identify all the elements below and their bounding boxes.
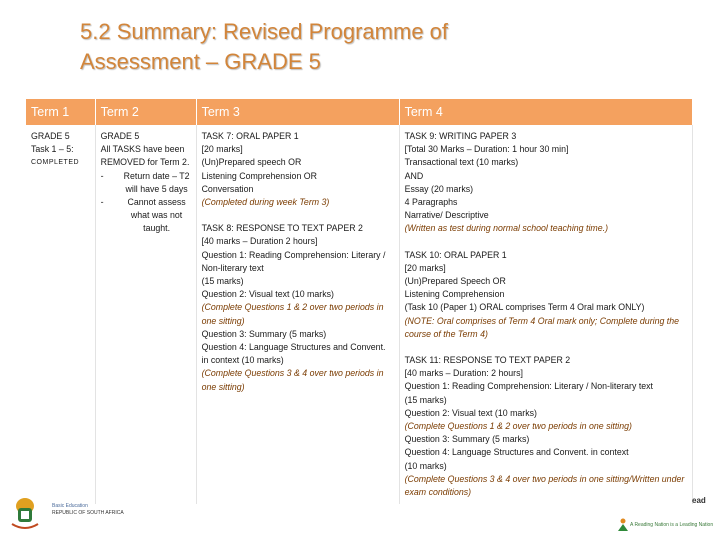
task9-title: TASK 9: WRITING PAPER 3 [404, 131, 517, 141]
task10-note: (NOTE: Oral comprises of Term 4 Oral mark only; Complete during the course of the Term 4) [404, 315, 680, 339]
task-10-block [405, 249, 687, 341]
task8-q3-text: : Summary (5 marks) [244, 328, 327, 339]
task8-q3-label: Question 3 [201, 328, 245, 339]
task11-marks: [40 marks – Duration: 2 hours] [404, 368, 523, 379]
assessment-table [26, 99, 693, 504]
task9-transactional: Transactional text (10 marks) [404, 157, 519, 168]
task11-title: TASK 11: RESPONSE TO TEXT PAPER 2 [404, 355, 571, 366]
term1-grade: GRADE 5 [31, 131, 70, 141]
term2-bullet-assess: - Cannot assess what was not taught. [101, 196, 191, 236]
task11-q3-text: : Summary (5 marks) [447, 434, 530, 445]
task8-note-1: (Complete Questions 1 & 2 over two periods in one sitting) [201, 302, 384, 326]
task-7-block [202, 130, 394, 209]
task7-marks: [20 marks] [201, 144, 243, 155]
table-header-row [26, 99, 693, 125]
campaign-slogan: A Reading Nation is a Leading Nation [630, 522, 714, 528]
task11-q2-text: : Visual text (10 marks) [447, 407, 537, 418]
header-term-1: Term 1 [26, 99, 95, 125]
term1-tasks: Task 1 – 5: [31, 144, 74, 155]
term2-removed: All TASKS have been REMOVED for Term 2. [100, 144, 190, 168]
task8-q2-label: Question 2 [201, 289, 245, 300]
table-row [26, 125, 693, 504]
task11-question-4 [405, 446, 687, 459]
task9-genre: Narrative/ Descriptive [404, 210, 489, 221]
task11-q2-label: Question 2 [404, 407, 448, 418]
term2-grade: GRADE 5 [100, 131, 140, 141]
department-logo [0, 486, 170, 540]
task11-note-1: (Complete Questions 1 & 2 over two periods in one sitting) [404, 421, 632, 432]
slide-title-line-2: Assessment – GRADE 5 [80, 49, 321, 74]
task8-q4-text: : Language Structures and Convent. in context (10 marks) [201, 342, 386, 366]
task11-note-2: (Complete Questions 3 & 4 over two periods in one sitting/Written under exam conditions) [404, 473, 685, 498]
task9-essay: Essay (20 marks) [404, 183, 474, 194]
task10-marks: [20 marks] [404, 262, 446, 273]
task11-q4-label: Question 4 [404, 447, 448, 458]
task8-title: TASK 8: RESPONSE TO TEXT PAPER 2 [201, 223, 363, 234]
task9-marks: [Total 30 Marks – Duration: 1 hour 30 min] [404, 144, 569, 155]
coat-of-arms-icon [8, 494, 42, 530]
task10-option-1: (Un)Prepared Speech OR [404, 276, 506, 287]
task7-title: TASK 7: ORAL PAPER 1 [201, 131, 299, 141]
task8-marks: [40 marks – Duration 2 hours] [201, 236, 318, 247]
task11-q1-label: Question 1 [404, 381, 448, 392]
task8-q1-text: : Reading Comprehension: Literary / Non-literary text [201, 249, 386, 273]
task8-question-2 [202, 288, 394, 301]
task9-note: (Written as test during normal school teaching time.) [404, 223, 608, 234]
reading-figure-icon [616, 518, 630, 532]
slide-title-line-1: 5.2 Summary: Revised Programme of [80, 19, 449, 44]
task7-option-3: Conversation [201, 183, 254, 194]
task11-q1-text: : Reading Comprehension: Literary / Non-literary text [447, 381, 653, 392]
term-1-cell [26, 125, 95, 504]
term2-bullets [101, 170, 191, 236]
task11-question-2 [405, 407, 687, 420]
task11-q4-marks: (10 marks) [404, 460, 447, 471]
campaign-text-fragment: ead [692, 496, 706, 505]
term-3-cell [196, 125, 399, 504]
header-term-4: Term 4 [399, 99, 692, 125]
task8-q1-marks: (15 marks) [201, 276, 244, 287]
task11-q3-label: Question 3 [404, 434, 448, 445]
task11-q4-text: : Language Structures and Convent. in context [447, 447, 629, 458]
task11-q1-marks: (15 marks) [404, 394, 447, 405]
term1-status: COMPLETED [31, 159, 80, 167]
task8-question-1 [202, 249, 394, 275]
department-country: REPUBLIC OF SOUTH AFRICA [52, 510, 124, 516]
task9-paragraphs: 4 Paragraphs [404, 197, 458, 208]
task7-option-2: Listening Comprehension OR [201, 170, 317, 181]
task8-q2-text: : Visual text (10 marks) [244, 289, 334, 300]
term-4-cell [399, 125, 692, 504]
task7-note: (Completed during week Term 3) [201, 197, 330, 208]
reading-campaign-logo [612, 496, 720, 540]
term2-bullet-return: - Return date – T2 will have 5 days [101, 170, 191, 196]
header-term-2: Term 2 [95, 99, 196, 125]
slide-title [80, 17, 680, 77]
task10-option-2: Listening Comprehension [404, 289, 505, 300]
task8-q4-label: Question 4 [201, 342, 245, 353]
task10-title: TASK 10: ORAL PAPER 1 [404, 249, 507, 260]
task8-question-3 [202, 328, 394, 341]
task-11-block [405, 354, 687, 499]
task10-comprises: (Task 10 (Paper 1) ORAL comprises Term 4 Oral mark ONLY) [404, 302, 645, 313]
task8-question-4 [202, 341, 394, 367]
task7-option-1: (Un)Prepared speech OR [201, 157, 302, 168]
task11-question-3 [405, 433, 687, 446]
task8-q1-label: Question 1 [201, 249, 245, 260]
task-8-block [202, 222, 394, 394]
task11-question-1 [405, 380, 687, 393]
task-9-block [405, 130, 687, 236]
task9-and: AND [404, 170, 424, 181]
term-2-cell [95, 125, 196, 504]
department-name: Basic Education [52, 503, 88, 509]
header-term-3: Term 3 [196, 99, 399, 125]
task8-note-2: (Complete Questions 3 & 4 over two periods in one sitting) [201, 368, 384, 392]
